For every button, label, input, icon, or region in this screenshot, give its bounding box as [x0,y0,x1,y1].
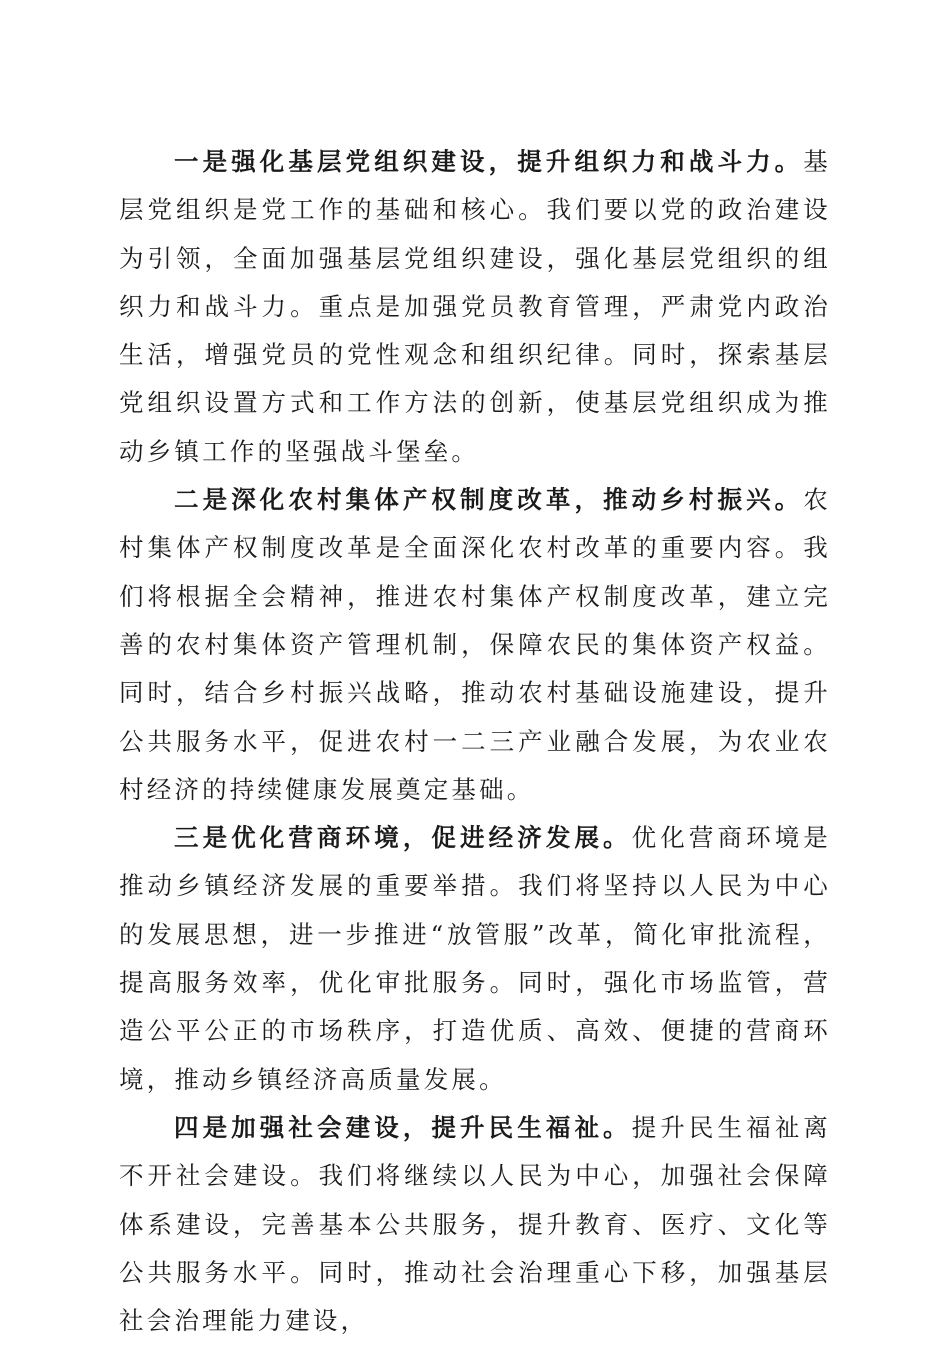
paragraph-4-lead: 四是加强社会建设，提升民生福祉。 [174,1112,632,1142]
paragraph-1-lead: 一是强化基层党组织建设，提升组织力和战斗力。 [174,147,804,176]
paragraph-3 [119,814,831,1104]
paragraph-4 [119,1104,831,1345]
paragraph-2 [119,476,831,814]
paragraph-2-body: 农村集体产权制度改革是全面深化农村改革的重要内容。我们将根据全会精神，推进农村集体产权制度改革，建立完善的农村集体资产管理机制，保障农民的集体资产权益。同时，结合乡村振兴战略，推动农村基础设施建设，提升公共服务水平，促进农村一二三产业融合发展，为农业农村经济的持续健康发展奠定基础。 [119,485,831,804]
paragraph-1-body: 基层党组织是党工作的基础和核心。我们要以党的政治建设为引领，全面加强基层党组织建设，强化基层党组织的组织力和战斗力。重点是加强党员教育管理，严肃党内政治生活，增强党员的党性观念和组织纪律。同时，探索基层党组织设置方式和工作方法的创新，使基层党组织成为推动乡镇工作的坚强战斗堡垒。 [119,147,831,466]
paragraph-3-lead: 三是优化营商环境，促进经济发展。 [174,823,632,853]
document-body [119,138,831,1345]
paragraph-4-body: 提升民生福祉离不开社会建设。我们将继续以人民为中心，加强社会保障体系建设，完善基本公共服务，提升教育、医疗、文化等公共服务水平。同时，推动社会治理重心下移，加强基层社会治理能力建设， [119,1112,831,1336]
paragraph-1 [119,138,831,476]
paragraph-3-body: 优化营商环境是推动乡镇经济发展的重要举措。我们将坚持以人民为中心的发展思想，进一步推进“放管服”改革，简化审批流程，提高服务效率，优化审批服务。同时，强化市场监管，营造公平公正的市场秩序，打造优质、高效、便捷的营商环境，推动乡镇经济高质量发展。 [119,823,831,1094]
paragraph-2-lead: 二是深化农村集体产权制度改革，推动乡村振兴。 [174,485,804,515]
